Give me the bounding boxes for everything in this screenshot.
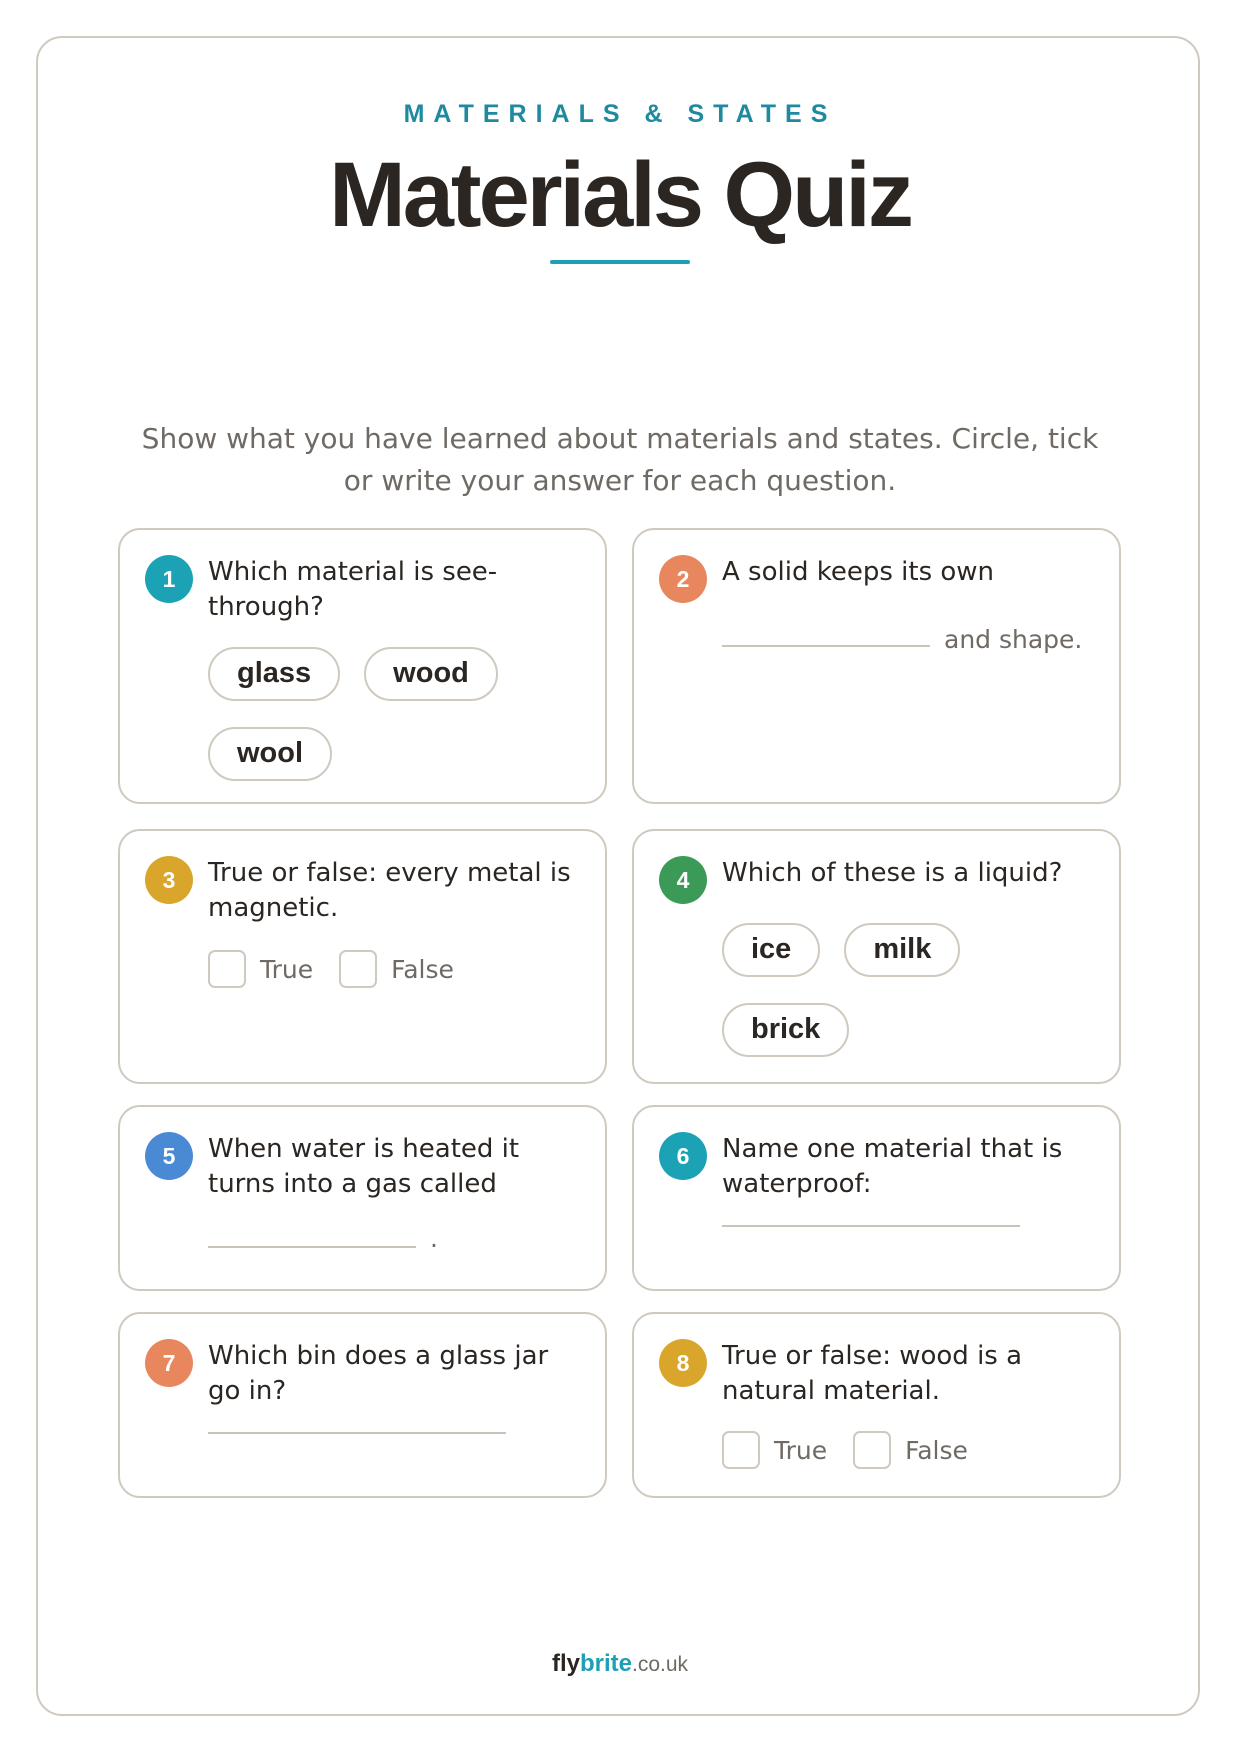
question-number-badge: 4 bbox=[659, 856, 707, 904]
question-card-6 bbox=[632, 1105, 1121, 1291]
question-text: Which of these is a liquid? bbox=[722, 858, 1063, 888]
answer-blank-line[interactable] bbox=[208, 1432, 506, 1434]
answer-option-glass[interactable]: glass bbox=[208, 647, 340, 701]
blank-suffix-text: and shape. bbox=[944, 625, 1083, 654]
true-label: True bbox=[260, 954, 314, 984]
question-card-8 bbox=[632, 1312, 1121, 1498]
brand-fly: fly bbox=[551, 1650, 580, 1677]
answer-option-brick[interactable]: brick bbox=[722, 1003, 849, 1057]
question-text: When water is heated it turns into a gas called bbox=[208, 1134, 520, 1199]
answer-option-milk[interactable]: milk bbox=[844, 923, 960, 977]
title-underline bbox=[550, 260, 690, 264]
question-card-3 bbox=[118, 829, 607, 1084]
question-text: Which material is see-through? bbox=[208, 557, 498, 622]
question-number-badge: 5 bbox=[145, 1132, 193, 1180]
question-text: Which bin does a glass jar go in? bbox=[208, 1341, 549, 1406]
answer-blank-line[interactable] bbox=[722, 1225, 1020, 1227]
true-checkbox[interactable] bbox=[722, 1431, 760, 1469]
answer-blank-line[interactable] bbox=[722, 645, 930, 647]
footer-brand bbox=[0, 1650, 1240, 1678]
blank-suffix-text: . bbox=[430, 1224, 438, 1253]
question-number-badge: 6 bbox=[659, 1132, 707, 1180]
answer-option-wood[interactable]: wood bbox=[364, 647, 498, 701]
question-number-badge: 8 bbox=[659, 1339, 707, 1387]
question-card-2 bbox=[632, 528, 1121, 804]
answer-blank-line[interactable] bbox=[208, 1246, 416, 1248]
question-text: True or false: every metal is magnetic. bbox=[208, 858, 571, 923]
intro-text: Show what you have learned about materials and states. Circle, tick or write your answer for each question. bbox=[141, 422, 1099, 497]
answer-option-wool[interactable]: wool bbox=[208, 727, 332, 781]
question-card-1 bbox=[118, 528, 607, 804]
true-label: True bbox=[774, 1435, 828, 1465]
question-number-badge: 1 bbox=[145, 555, 193, 603]
false-checkbox[interactable] bbox=[853, 1431, 891, 1469]
question-number-badge: 2 bbox=[659, 555, 707, 603]
false-label: False bbox=[391, 954, 454, 984]
true-checkbox[interactable] bbox=[208, 950, 246, 988]
question-text: A solid keeps its own bbox=[722, 557, 995, 587]
false-checkbox[interactable] bbox=[339, 950, 377, 988]
question-card-4 bbox=[632, 829, 1121, 1084]
question-number-badge: 7 bbox=[145, 1339, 193, 1387]
question-text: True or false: wood is a natural material. bbox=[722, 1341, 1023, 1406]
brand-domain: .co.uk bbox=[632, 1653, 689, 1676]
question-number-badge: 3 bbox=[145, 856, 193, 904]
question-text: Name one material that is waterproof: bbox=[722, 1134, 1063, 1199]
subject-kicker: MATERIALS & STATES bbox=[403, 100, 837, 128]
question-card-5 bbox=[118, 1105, 607, 1291]
false-label: False bbox=[905, 1435, 968, 1465]
brand-brite: brite bbox=[579, 1650, 632, 1677]
answer-option-ice[interactable]: ice bbox=[722, 923, 820, 977]
question-card-7 bbox=[118, 1312, 607, 1498]
page-title: Materials Quiz bbox=[329, 144, 911, 246]
